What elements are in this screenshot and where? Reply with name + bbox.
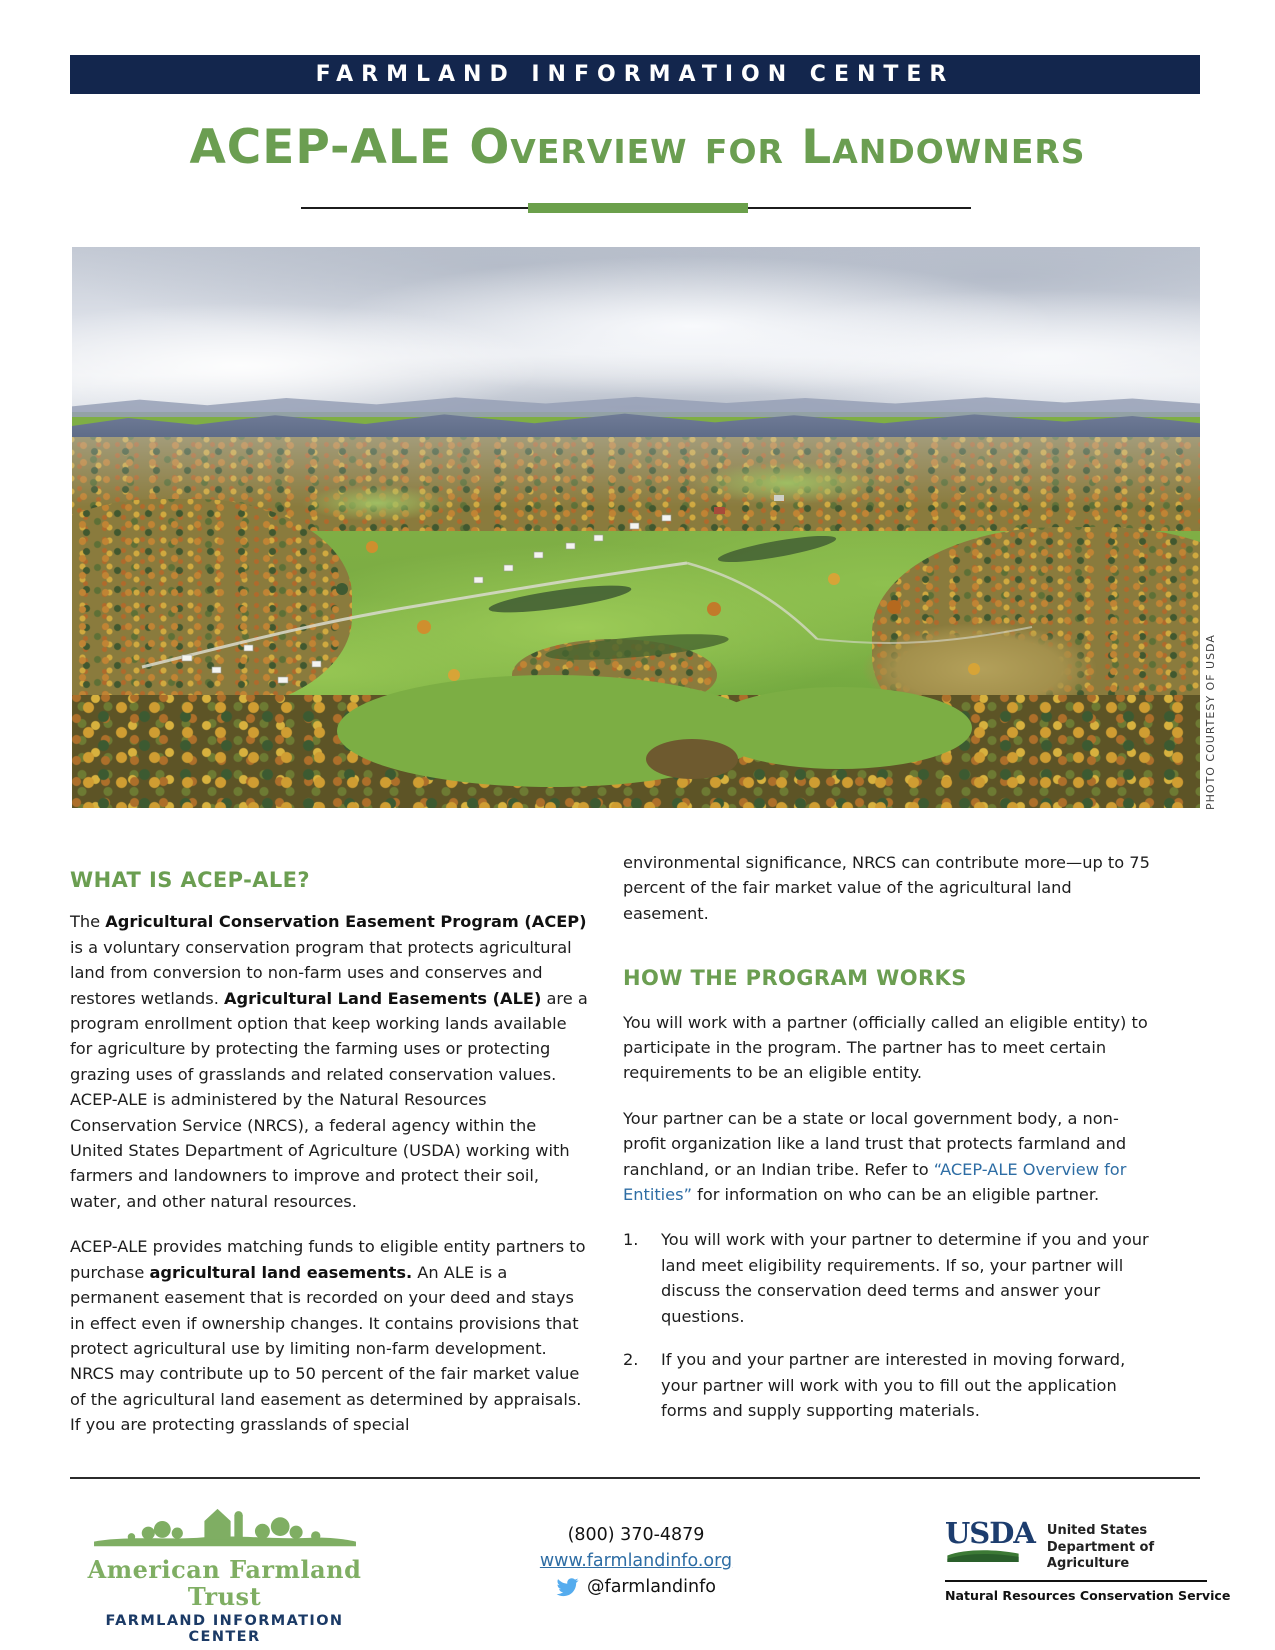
top-banner — [70, 55, 1200, 94]
steps-list — [623, 1227, 1151, 1423]
usda-divider — [945, 1580, 1207, 1582]
aerial-farmland-photo — [72, 247, 1200, 808]
paragraph-matching-funds — [70, 1234, 590, 1437]
paragraph-continuation: environmental significance, NRCS can contribute more—up to 75 percent of the fair market value of the agricultural land easement. — [623, 853, 1150, 923]
list-number: 2. — [623, 1350, 639, 1370]
paragraph-partner: You will work with a partner (officially called an eligible entity) to participate in the program. The partner has to meet certain requirements to be an eligible entity. — [623, 1012, 1148, 1083]
bold-run-acep: Agricultural Conservation Easement Program (ACEP) — [105, 912, 587, 932]
text-run: The — [70, 912, 106, 932]
title-divider-accent — [528, 203, 748, 213]
usda-lockup — [945, 1516, 1207, 1573]
fic-wordmark: FARMLAND INFORMATION CENTER — [105, 1613, 344, 1645]
usda-wordmark: USDA — [945, 1516, 1035, 1550]
list-number: 1. — [623, 1230, 639, 1250]
usda-dept-line: Agriculture — [1046, 1556, 1130, 1571]
text-run: for information on who can be an eligible partner. — [691, 1185, 1100, 1205]
text-run: ACEP-ALE provides matching funds to eligible entity partners to purchase — [70, 1237, 586, 1282]
aft-logo-block — [72, 1492, 377, 1645]
contact-block — [486, 1522, 786, 1600]
text-run: An ALE is a permanent easement that is recorded on your deed and stays in effect even if ownership changes. It contains provisions that protect agricultural use by limiting non-farm development. NRCS may contribute up to 50 percent of the fair market value of the agricultural land easement as determined by appraisals. If you are protecting grasslands of special — [70, 1262, 582, 1435]
footer-divider — [70, 1477, 1200, 1479]
nrcs-wordmark: Natural Resources Conservation Service — [945, 1587, 1231, 1603]
bold-run-ale: Agricultural Land Easements (ALE) — [224, 988, 542, 1008]
banner-text: FARMLAND INFORMATION CENTER — [315, 62, 955, 87]
farm-silhouette-icon — [85, 1492, 365, 1550]
list-item-1 — [623, 1227, 1151, 1329]
photo-farm-details — [72, 247, 1200, 808]
phone-number: (800) 370-4879 — [567, 1525, 705, 1545]
website-link[interactable]: www.farmlandinfo.org — [539, 1551, 733, 1571]
acep-ale-entities-link[interactable]: “ACEP-ALE Overview for Entities” — [623, 1159, 1127, 1205]
usda-dept-line: United States — [1046, 1523, 1148, 1538]
bold-run-easements: agricultural land easements. — [149, 1262, 413, 1282]
twitter-bird-icon — [556, 1577, 579, 1597]
left-column — [70, 850, 590, 1458]
list-item-2 — [623, 1347, 1151, 1423]
page-title: ACEP-ALE Overview for Landowners — [189, 120, 1086, 175]
paragraph-partner-types — [623, 1106, 1151, 1208]
aft-wordmark: American Farmland Trust — [87, 1555, 362, 1611]
section-heading-how-program-works: HOW THE PROGRAM WORKS — [623, 966, 967, 991]
list-text: If you and your partner are interested in moving forward, your partner will work with you to fill out the application forms and supply supporting materials. — [661, 1350, 1126, 1420]
usda-department-text — [1047, 1520, 1154, 1573]
right-column — [623, 850, 1151, 1441]
twitter-row[interactable] — [486, 1574, 786, 1600]
text-run: Your partner can be a state or local government body, a non-profit organization like a land trust that protects farmland and ranchland, or an Indian tribe. Refer to — [623, 1108, 1127, 1179]
usda-field-swoosh-icon — [945, 1547, 1021, 1562]
list-text: You will work with your partner to determine if you and your land meet eligibility requirements. If so, your partner will discuss the conservation deed terms and answer your questions. — [661, 1230, 1149, 1326]
photo-credit-caption: PHOTO COURTESY OF USDA — [1204, 634, 1217, 810]
section-heading-what-is-acep-ale: WHAT IS ACEP-ALE? — [70, 868, 310, 892]
text-run: are a program enrollment option that keep working lands available for agriculture by protecting the farming uses or protecting grazing uses of grasslands and related conservation values. ACEP-ALE is administered by the Natural Resources Conservation Service (NRCS), a federal agency within the United States Department of Agriculture (USDA) working with farmers and landowners to improve and protect their soil, water, and other natural resources. — [70, 988, 588, 1211]
usda-mark — [945, 1516, 1035, 1573]
text-run: is a voluntary conservation program that protects agricultural land from conversion to non-farm uses and conserves and restores wetlands. — [70, 937, 572, 1008]
usda-dept-line: Department of — [1046, 1539, 1155, 1555]
paragraph-acep-definition — [70, 909, 590, 1214]
twitter-handle: @farmlandinfo — [587, 1577, 716, 1597]
usda-logo-block — [945, 1516, 1231, 1603]
